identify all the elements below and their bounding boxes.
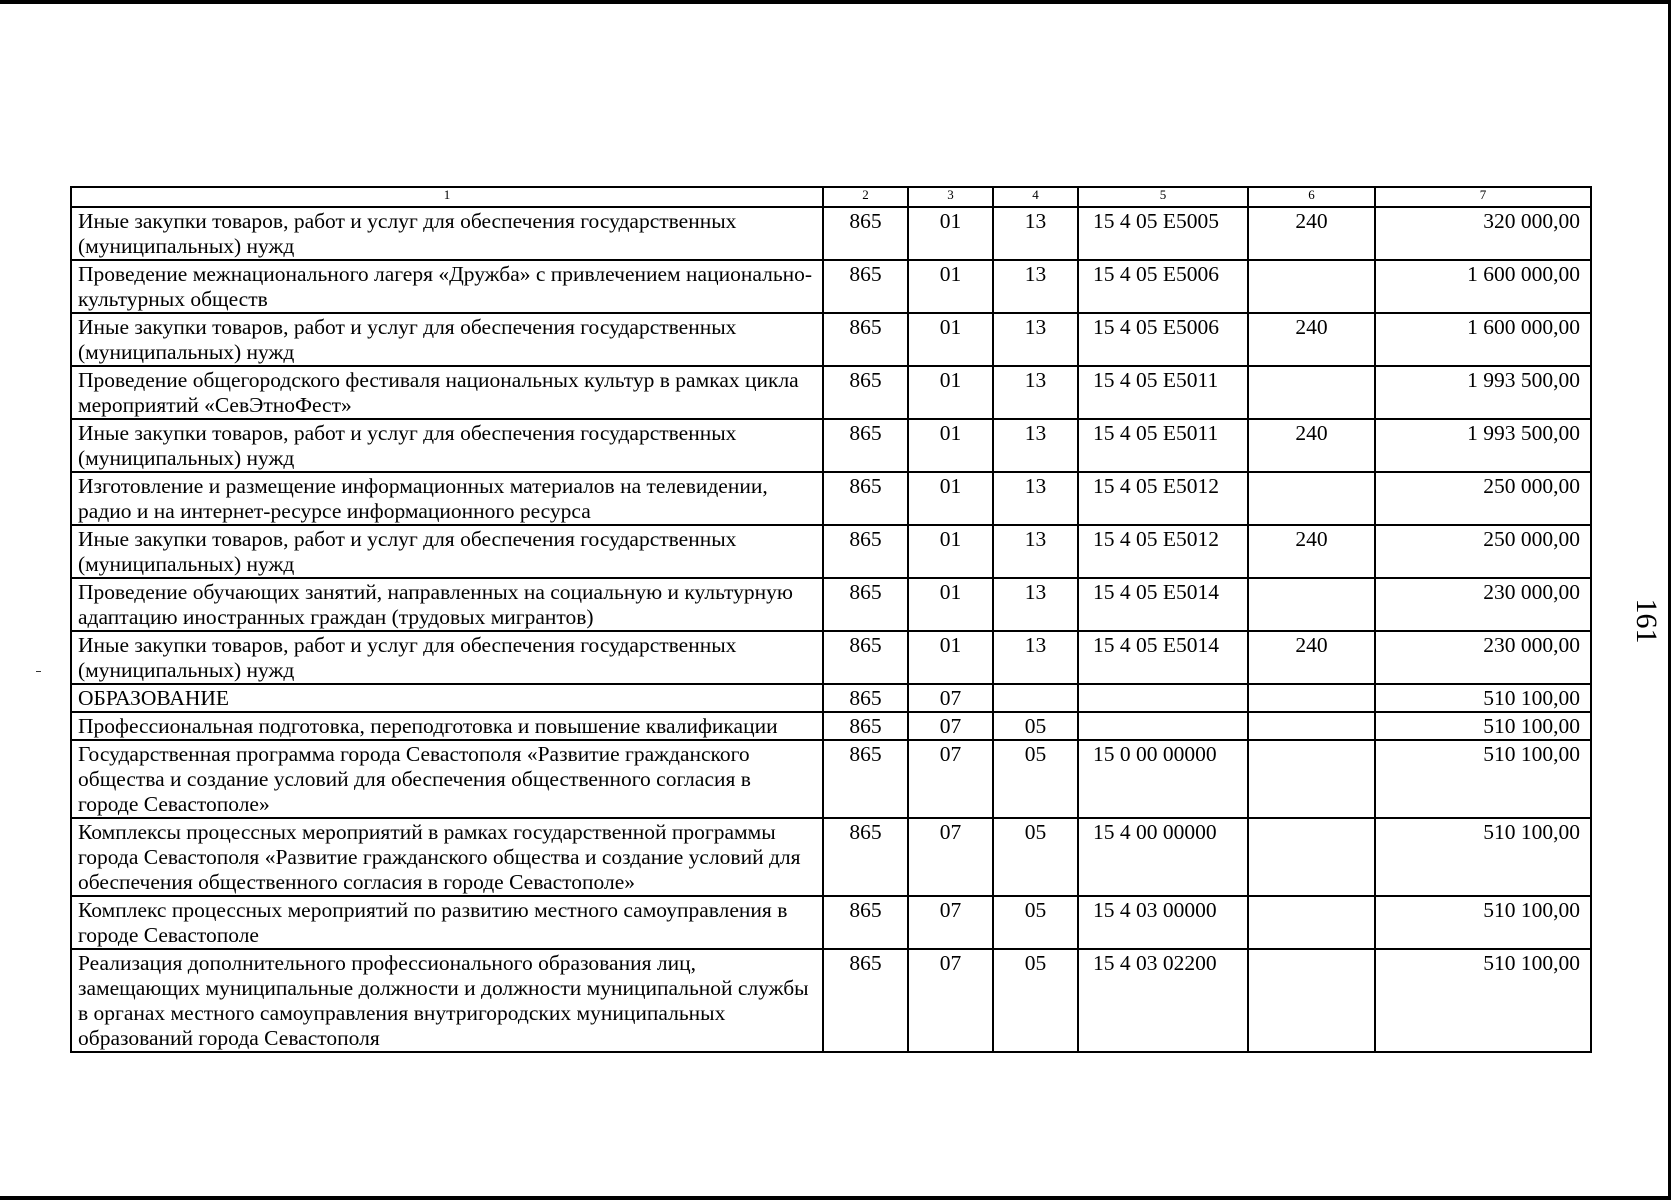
row-expense-type-code: 240: [1248, 313, 1375, 366]
row-expense-type-code: [1248, 818, 1375, 896]
row-amount: 1 993 500,00: [1375, 419, 1591, 472]
row-subsection-code: 05: [993, 740, 1078, 818]
row-description: Комплекс процессных мероприятий по развитию местного самоуправления в городе Севастополе: [71, 896, 823, 949]
row-description: Профессиональная подготовка, переподготовка и повышение квалификации: [71, 712, 823, 740]
row-target-item-code: 15 4 05 E5006: [1078, 260, 1248, 313]
column-number: 4: [993, 187, 1078, 207]
row-subsection-code: 05: [993, 896, 1078, 949]
row-subsection-code: 13: [993, 631, 1078, 684]
row-target-item-code: 15 4 05 E5012: [1078, 525, 1248, 578]
row-expense-type-code: [1248, 712, 1375, 740]
row-amount: 1 600 000,00: [1375, 260, 1591, 313]
column-number: 1: [71, 187, 823, 207]
row-section-code: 07: [908, 712, 993, 740]
row-section-code: 01: [908, 313, 993, 366]
row-department-code: 865: [823, 419, 908, 472]
row-expense-type-code: [1248, 949, 1375, 1052]
column-number: 2: [823, 187, 908, 207]
row-department-code: 865: [823, 896, 908, 949]
row-target-item-code: 15 4 00 00000: [1078, 818, 1248, 896]
column-number: 7: [1375, 187, 1591, 207]
row-section-code: 01: [908, 525, 993, 578]
row-amount: 230 000,00: [1375, 631, 1591, 684]
row-description: Проведение обучающих занятий, направленных на социальную и культурную адаптацию иностранных граждан (трудовых мигрантов): [71, 578, 823, 631]
scan-speck: [36, 671, 41, 672]
row-department-code: 865: [823, 818, 908, 896]
row-expense-type-code: [1248, 472, 1375, 525]
row-subsection-code: [993, 684, 1078, 712]
row-expense-type-code: [1248, 260, 1375, 313]
table-row: [71, 472, 1591, 525]
row-target-item-code: 15 4 05 E5014: [1078, 631, 1248, 684]
row-subsection-code: 13: [993, 578, 1078, 631]
column-number: 3: [908, 187, 993, 207]
row-department-code: 865: [823, 207, 908, 260]
table-row: [71, 818, 1591, 896]
scan-bottom-edge: [0, 1196, 1671, 1200]
column-number-row: [71, 187, 1591, 207]
row-subsection-code: 05: [993, 818, 1078, 896]
table-row: [71, 712, 1591, 740]
row-description: Иные закупки товаров, работ и услуг для обеспечения государственных (муниципальных) нужд: [71, 419, 823, 472]
row-amount: 510 100,00: [1375, 712, 1591, 740]
table-row: [71, 949, 1591, 1052]
row-amount: 250 000,00: [1375, 472, 1591, 525]
row-expense-type-code: [1248, 896, 1375, 949]
row-description: Иные закупки товаров, работ и услуг для обеспечения государственных (муниципальных) нужд: [71, 313, 823, 366]
row-department-code: 865: [823, 740, 908, 818]
row-subsection-code: 13: [993, 472, 1078, 525]
row-expense-type-code: [1248, 684, 1375, 712]
row-section-code: 01: [908, 419, 993, 472]
row-department-code: 865: [823, 366, 908, 419]
row-expense-type-code: 240: [1248, 631, 1375, 684]
row-section-code: 07: [908, 949, 993, 1052]
row-description: Проведение общегородского фестиваля национальных культур в рамках цикла мероприятий «СевЭтноФест»: [71, 366, 823, 419]
row-amount: 510 100,00: [1375, 740, 1591, 818]
row-department-code: 865: [823, 684, 908, 712]
table-row: [71, 207, 1591, 260]
budget-table: [70, 186, 1592, 1053]
row-amount: 510 100,00: [1375, 684, 1591, 712]
row-department-code: 865: [823, 313, 908, 366]
row-subsection-code: 05: [993, 712, 1078, 740]
row-target-item-code: 15 4 03 02200: [1078, 949, 1248, 1052]
row-department-code: 865: [823, 712, 908, 740]
row-description: ОБРАЗОВАНИЕ: [71, 684, 823, 712]
row-department-code: 865: [823, 949, 908, 1052]
table-row: [71, 313, 1591, 366]
row-description: Иные закупки товаров, работ и услуг для обеспечения государственных (муниципальных) нужд: [71, 207, 823, 260]
row-subsection-code: 13: [993, 313, 1078, 366]
row-subsection-code: 13: [993, 207, 1078, 260]
row-target-item-code: 15 4 05 E5006: [1078, 313, 1248, 366]
table-row: [71, 525, 1591, 578]
row-description: Государственная программа города Севастополя «Развитие гражданского общества и создание условий для обеспечения общественного согласия в городе Севастополе»: [71, 740, 823, 818]
row-expense-type-code: [1248, 578, 1375, 631]
row-amount: 230 000,00: [1375, 578, 1591, 631]
row-department-code: 865: [823, 472, 908, 525]
table-row: [71, 740, 1591, 818]
row-section-code: 07: [908, 684, 993, 712]
row-expense-type-code: 240: [1248, 207, 1375, 260]
row-description: Проведение межнационального лагеря «Дружба» с привлечением национально-культурных обществ: [71, 260, 823, 313]
row-description: Реализация дополнительного профессионального образования лиц, замещающих муниципальные должности и должности муниципальной службы в органах местного самоуправления внутригородских муниципальных образований города Севастополя: [71, 949, 823, 1052]
row-target-item-code: 15 4 03 00000: [1078, 896, 1248, 949]
row-expense-type-code: 240: [1248, 525, 1375, 578]
row-department-code: 865: [823, 525, 908, 578]
row-section-code: 01: [908, 260, 993, 313]
row-amount: 1 993 500,00: [1375, 366, 1591, 419]
table-row: [71, 684, 1591, 712]
row-description: Комплексы процессных мероприятий в рамках государственной программы города Севастополя «Развитие гражданского общества и создание условий для обеспечения общественного согласия в городе Севастополе»: [71, 818, 823, 896]
row-section-code: 01: [908, 631, 993, 684]
row-target-item-code: 15 4 05 E5014: [1078, 578, 1248, 631]
row-section-code: 07: [908, 896, 993, 949]
table-row: [71, 578, 1591, 631]
row-department-code: 865: [823, 260, 908, 313]
row-target-item-code: 15 4 05 E5005: [1078, 207, 1248, 260]
row-target-item-code: [1078, 712, 1248, 740]
row-section-code: 01: [908, 578, 993, 631]
column-number: 6: [1248, 187, 1375, 207]
table-row: [71, 419, 1591, 472]
scan-top-edge: [0, 0, 1671, 4]
row-section-code: 07: [908, 818, 993, 896]
row-amount: 510 100,00: [1375, 818, 1591, 896]
row-department-code: 865: [823, 631, 908, 684]
row-amount: 320 000,00: [1375, 207, 1591, 260]
table-row: [71, 366, 1591, 419]
row-amount: 510 100,00: [1375, 896, 1591, 949]
row-subsection-code: 05: [993, 949, 1078, 1052]
table-row: [71, 631, 1591, 684]
row-target-item-code: 15 0 00 00000: [1078, 740, 1248, 818]
table-row: [71, 260, 1591, 313]
table-row: [71, 896, 1591, 949]
row-description: Изготовление и размещение информационных материалов на телевидении, радио и на интернет-ресурсе информационного ресурса: [71, 472, 823, 525]
row-expense-type-code: 240: [1248, 419, 1375, 472]
row-description: Иные закупки товаров, работ и услуг для обеспечения государственных (муниципальных) нужд: [71, 525, 823, 578]
row-target-item-code: [1078, 684, 1248, 712]
row-section-code: 07: [908, 740, 993, 818]
row-amount: 1 600 000,00: [1375, 313, 1591, 366]
row-subsection-code: 13: [993, 525, 1078, 578]
column-number: 5: [1078, 187, 1248, 207]
row-expense-type-code: [1248, 740, 1375, 818]
row-section-code: 01: [908, 472, 993, 525]
row-subsection-code: 13: [993, 260, 1078, 313]
row-section-code: 01: [908, 366, 993, 419]
table-body: [71, 207, 1591, 1052]
row-amount: 250 000,00: [1375, 525, 1591, 578]
row-description: Иные закупки товаров, работ и услуг для обеспечения государственных (муниципальных) нужд: [71, 631, 823, 684]
page-number: 161: [1630, 598, 1663, 644]
row-target-item-code: 15 4 05 E5011: [1078, 419, 1248, 472]
row-section-code: 01: [908, 207, 993, 260]
row-amount: 510 100,00: [1375, 949, 1591, 1052]
row-subsection-code: 13: [993, 419, 1078, 472]
row-target-item-code: 15 4 05 E5012: [1078, 472, 1248, 525]
row-expense-type-code: [1248, 366, 1375, 419]
row-target-item-code: 15 4 05 E5011: [1078, 366, 1248, 419]
row-department-code: 865: [823, 578, 908, 631]
row-subsection-code: 13: [993, 366, 1078, 419]
